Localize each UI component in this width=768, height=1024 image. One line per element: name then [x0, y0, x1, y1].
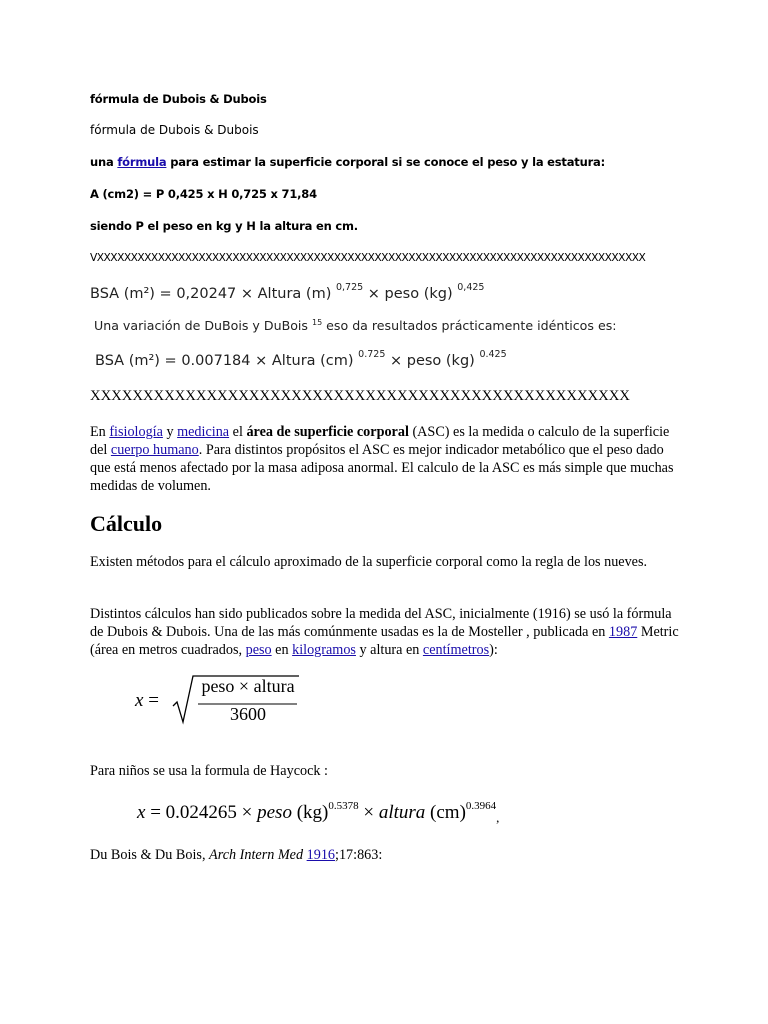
- year-1987-link[interactable]: 1987: [608, 624, 638, 640]
- citation-line: [90, 847, 382, 864]
- haycock-peso: peso: [257, 802, 292, 823]
- mosteller-numerator: peso × altura: [201, 676, 295, 696]
- citation-authors: Du Bois & Du Bois,: [90, 847, 210, 863]
- asc-term: área de superficie corporal: [246, 424, 409, 440]
- para1-text: el: [229, 424, 247, 440]
- mosteller-lhs: x =: [135, 690, 159, 711]
- para3-text: Distintos cálculos han sido publicados sobre la medida del ASC, inicialmente (1916) se usó la fórmula de Dubois & Dubois. Una de las más comúnmente usadas es la de Mosteller , publicada en: [90, 606, 672, 640]
- bsa-formula-1: [90, 282, 484, 302]
- bsa-formula-2: [95, 349, 507, 369]
- para1-text: En: [90, 424, 110, 440]
- citation-journal: Arch Intern Med: [209, 847, 304, 863]
- haycock-eq: = 0.024265 ×: [145, 802, 258, 823]
- reference-sup: 15: [311, 318, 323, 327]
- bsa2-mid: × peso (kg): [385, 353, 480, 369]
- section-title-calculo: Cálculo: [90, 511, 163, 536]
- kilogramos-link[interactable]: kilogramos: [292, 642, 356, 658]
- mosteller-formula: [135, 670, 355, 732]
- variation-text-rest: eso da resultados prácticamente idénticos es:: [322, 318, 617, 334]
- formula-link[interactable]: fórmula: [117, 155, 167, 169]
- bsa1-mid: × peso (kg): [363, 286, 458, 302]
- intro-line: [90, 155, 605, 169]
- para3-text: en: [271, 642, 293, 658]
- heading-bold: fórmula de Dubois & Dubois: [90, 92, 267, 106]
- haycock-exp-height: 0.3964: [465, 800, 497, 812]
- haycock-exp-weight: 0.5378: [328, 800, 359, 812]
- paragraph-methods: Existen métodos para el cálculo aproximado de la superficie corporal como la regla de los nueves.: [90, 554, 648, 570]
- paragraph-mosteller: [90, 605, 680, 659]
- siendo-line: siendo P el peso en kg y H la altura en cm.: [90, 219, 358, 233]
- para3-text: Metric (área en metros cuadrados,: [90, 624, 679, 658]
- variation-line: [94, 318, 617, 333]
- citation-pages: ;17:863:: [335, 847, 383, 863]
- mosteller-denominator: 3600: [230, 704, 266, 724]
- haycock-comma: ,: [496, 810, 500, 825]
- haycock-cm: (cm): [430, 802, 466, 823]
- fisiologia-link[interactable]: fisiología: [109, 424, 163, 440]
- separator-small: VXXXXXXXXXXXXXXXXXXXXXXXXXXXXXXXXXXXXXXXXXXXXXXXXXXXXXXXXXXXXXXXXXXXXXXXXXXXXXXXXX: [90, 251, 646, 264]
- bsa2-exp-height: 0.725: [358, 349, 386, 360]
- heading-plain: fórmula de Dubois & Dubois: [90, 123, 259, 137]
- intro-text-rest: para estimar la superficie corporal si se conoce el peso y la estatura:: [166, 155, 605, 169]
- para1-text: y: [162, 424, 178, 440]
- intro-text: una: [90, 155, 118, 169]
- medicina-link[interactable]: medicina: [177, 424, 230, 440]
- haycock-intro: Para niños se usa la formula de Haycock :: [90, 763, 328, 779]
- formula-cm2: A (cm2) = P 0,425 x H 0,725 x 71,84: [90, 187, 317, 201]
- bsa1-exp-height: 0,725: [335, 282, 364, 293]
- centimetros-link[interactable]: centímetros: [422, 642, 490, 658]
- cuerpo-humano-link[interactable]: cuerpo humano: [110, 442, 199, 458]
- bsa2-base: BSA (m²) = 0.007184 × Altura (cm): [95, 353, 359, 369]
- year-1916-link[interactable]: 1916: [306, 847, 335, 863]
- bsa1-exp-weight: 0,425: [457, 282, 485, 293]
- para3-text: ):: [489, 642, 498, 658]
- haycock-formula: x = 0.024265 × peso (kg)$^{0.5378}$ × altura (cm)$^{0.3964}_,$: [137, 800, 500, 825]
- paragraph-intro: [90, 423, 680, 495]
- peso-link[interactable]: peso: [245, 642, 272, 658]
- variation-text: Una variación de DuBois y DuBois: [94, 318, 312, 334]
- para1-text: (ASC) es la medida o calculo de la superficie del: [90, 424, 670, 458]
- haycock-altura: altura: [378, 802, 426, 823]
- bsa1-base: BSA (m²) = 0,20247 × Altura (m): [90, 286, 336, 302]
- para3-text: y altura en: [355, 642, 423, 658]
- bsa2-exp-weight: 0.425: [479, 349, 507, 360]
- haycock-kg: (kg): [296, 802, 329, 823]
- separator-big: XXXXXXXXXXXXXXXXXXXXXXXXXXXXXXXXXXXXXXXXXXXXXXXXXXX: [90, 388, 630, 404]
- para1-text: . Para distintos propósitos el ASC es mejor indicador metabólico que el peso dado que está menos afectado por la masa adiposa anormal. El calculo de la ASC es más simple que muchas medidas de volumen.: [90, 442, 674, 494]
